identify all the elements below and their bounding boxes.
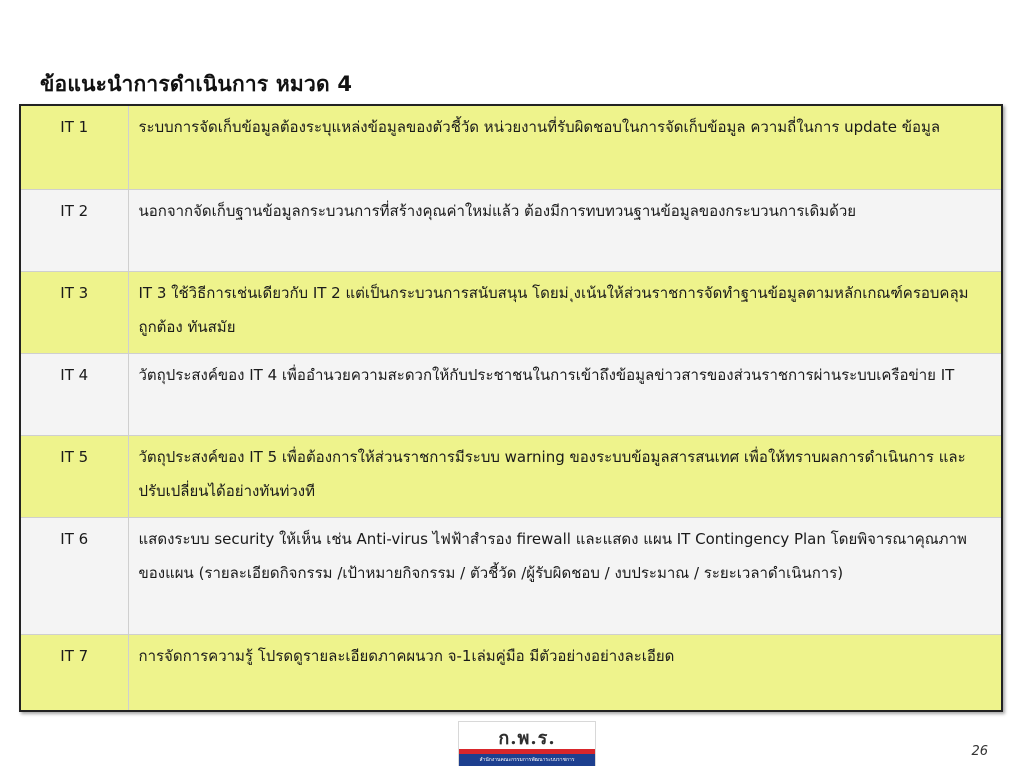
table-row <box>21 106 1001 189</box>
row-code: IT 2 <box>21 189 128 271</box>
row-text: ระบบการจัดเก็บข้อมูลต้องระบุแหล่งข้อมูลของตัวชี้วัด หน่วยงานที่รับผิดชอบในการจัดเก็บข้อมูล ความถี่ในการ update ข้อมูล <box>128 106 1001 189</box>
row-text: การจัดการความรู้ โปรดดูรายละเอียดภาคผนวก จ-1เล่มคู่มือ มีตัวอย่างอย่างละเอียด <box>128 634 1001 710</box>
row-text: วัตถุประสงค์ของ IT 5 เพื่อต้องการให้ส่วนราชการมีระบบ warning ของระบบข้อมูลสารสนเทศ เพื่อให้ทราบผลการดำเนินการ และปรับเปลี่ยนได้อย่างทันท่วงที <box>128 435 1001 517</box>
recommendations-table <box>19 104 1003 712</box>
row-code: IT 7 <box>21 634 128 710</box>
table-row <box>21 353 1001 435</box>
row-code: IT 5 <box>21 435 128 517</box>
table-row <box>21 435 1001 517</box>
row-code: IT 6 <box>21 517 128 634</box>
row-text: แสดงระบบ security ให้เห็น เช่น Anti-virus ไฟฟ้าสำรอง firewall และแสดง แผน IT Contingency Plan โดยพิจารณาคุณภาพของแผน (รายละเอียดกิจกรรม /เป้าหมายกิจกรรม / ตัวชี้วัด /ผู้รับผิดชอบ / งบประมาณ / ระยะเวลาดำเนินการ) <box>128 517 1001 634</box>
row-code: IT 4 <box>21 353 128 435</box>
page-number: 26 <box>971 744 988 759</box>
row-text: นอกจากจัดเก็บฐานข้อมูลกระบวนการที่สร้างคุณค่าใหม่แล้ว ต้องมีการทบทวนฐานข้อมูลของกระบวนการเดิมด้วย <box>128 189 1001 271</box>
table-row <box>21 271 1001 353</box>
row-code: IT 3 <box>21 271 128 353</box>
row-text: วัตถุประสงค์ของ IT 4 เพื่ออำนวยความสะดวกให้กับประชาชนในการเข้าถึงข้อมูลข่าวสารของส่วนราชการผ่านระบบเครือข่าย IT <box>128 353 1001 435</box>
opdc-logo <box>458 721 596 766</box>
table-row <box>21 517 1001 634</box>
table-row <box>21 189 1001 271</box>
logo-subtext: สำนักงานคณะกรรมการพัฒนาระบบราชการ <box>459 754 595 766</box>
row-code: IT 1 <box>21 106 128 189</box>
row-text: IT 3 ใช้วิธีการเช่นเดียวกับ IT 2 แต่เป็นกระบวนการสนับสนุน โดยม่ ุงเน้นให้ส่วนราชการจัดทำฐานข้อมูลตามหลักเกณฑ์ครอบคลุม ถูกต้อง ทันสมัย <box>128 271 1001 353</box>
logo-text: ก.พ.ร. <box>498 728 556 749</box>
table-row <box>21 634 1001 710</box>
slide-title: ข้อแนะนำการดำเนินการ หมวด 4 <box>40 72 353 96</box>
